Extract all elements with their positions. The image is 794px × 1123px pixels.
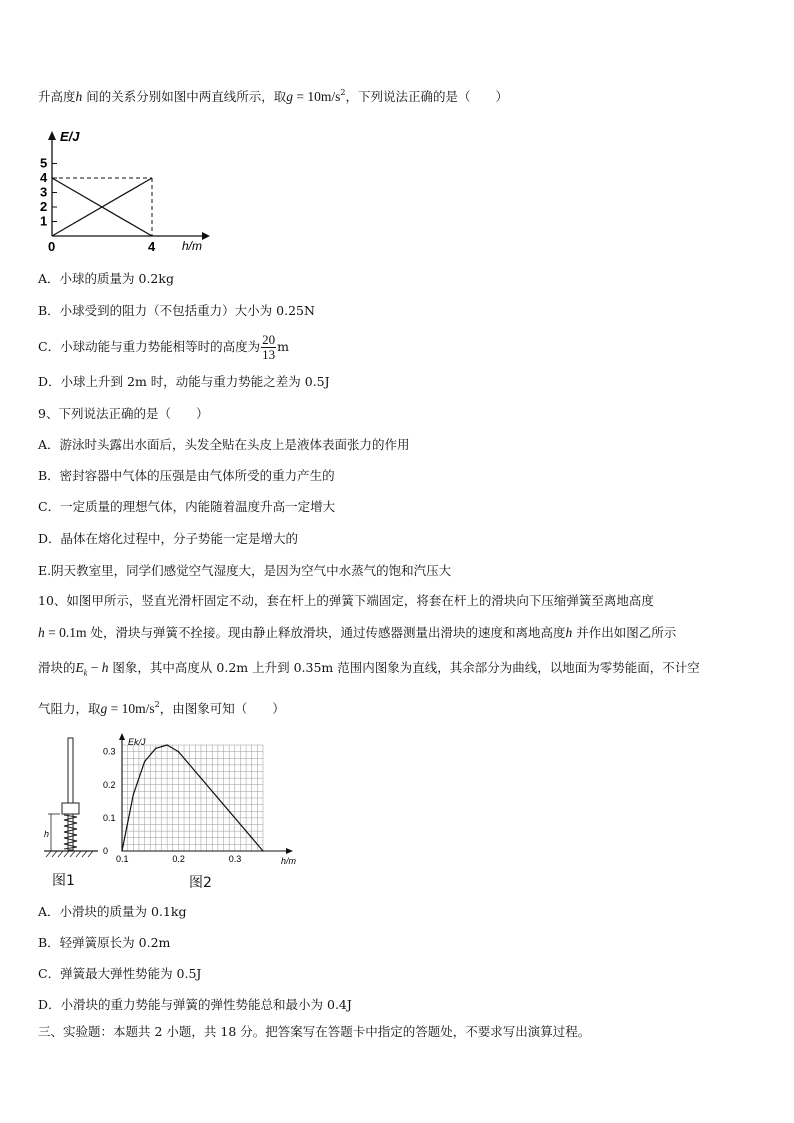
q10-ek-h-chart [98,733,308,868]
fig2-caption: 图2 [189,875,212,891]
y-tick-label: 0.3 [103,746,116,757]
q10-stem-line4: 气阻力，取$g = 10m/s^2$，由图象可知（ ） [38,700,285,716]
q8-option-c[interactable]: C．小球动能与重力势能相等时的高度为 $\frac{20}{13}$ m [38,332,289,362]
y-tick-label: 2 [40,199,48,214]
section-3-heading: 三、实验题：本题共 2 小题，共 18 分。把答案写在答题卡中指定的答题处，不要求写出演算过程。 [38,1024,591,1039]
slider-block [62,803,79,814]
q8-option-a[interactable]: A．小球的质量为 0.2kg [38,271,174,286]
q9-option-e[interactable]: E.阴天教室里，同学们感觉空气湿度大，是因为空气中水蒸气的饱和汽压大 [38,563,452,578]
y-tick-label: 0.2 [103,779,116,790]
y-tick-label: 4 [40,170,48,185]
q9-option-a[interactable]: A．游泳时头露出水面后，头发全贴在头皮上是液体表面张力的作用 [38,437,410,452]
q10-spring-apparatus-figure [38,735,100,863]
q8-option-d[interactable]: D．小球上升到 2m 时，动能与重力势能之差为 0.5J [38,374,330,389]
y-tick-label: 3 [40,184,48,200]
q8-energy-height-chart [34,126,224,256]
x-tick-label: 0.2 [172,854,185,864]
y-axis-arrow [119,733,125,740]
q8-stem: 升高度h 间的关系分别如图中两直线所示，取$g = 10m/s^2$，下列说法正确的是（ ） [38,88,508,104]
data-point [133,794,134,795]
data-point [144,761,145,762]
x-axis-label: h/m [281,856,297,866]
data-point [121,850,122,851]
q10-option-a[interactable]: A．小滑块的质量为 0.1kg [38,904,187,919]
data-point [155,748,156,749]
y-axis-label: Ek/J [128,737,146,747]
y-axis-label: E/J [60,129,80,144]
q9-option-c[interactable]: C．一定质量的理想气体，内能随着温度升高一定增大 [38,499,336,514]
q8-option-b[interactable]: B．小球受到的阻力（不包括重力）大小为 0.25N [38,303,315,318]
q10-option-d[interactable]: D．小滑块的重力势能与弹簧的弹性势能总和最小为 0.4J [38,997,352,1012]
x-tick-label: 0.1 [116,854,129,864]
y-axis-arrow [48,131,56,140]
grid [122,745,263,851]
y-tick-label: 1 [40,213,48,229]
q9-option-b[interactable]: B．密封容器中气体的压强是由气体所受的重力产生的 [38,468,335,483]
fraction: $\frac{20}{13}$ [262,332,276,362]
ground-hatch [46,851,93,857]
q10-stem-line1: 10、如图甲所示，竖直光滑杆固定不动，套在杆上的弹簧下端固定，将套在杆上的滑块向下压缩弹簧至离地高度 [38,593,654,608]
q10-stem-line2: h = 0.1m 处，滑块与弹簧不拴接。现由静止释放滑块，通过传感器测量出滑块的速度和离地高度h 并作出如图乙所示 [38,625,677,640]
x-tick-label: 4 [148,239,156,254]
data-point [262,850,263,851]
x-tick-label: 0.3 [228,854,242,864]
x-axis-arrow [286,848,293,854]
q10-stem-line3: 滑块的$E_k - h$ 图象，其中高度从 0.2m 上升到 0.35m 范围内图象为直线，其余部分为曲线，以地面为零势能面，不计空 [38,660,700,678]
x-axis-label: h/m [182,239,203,253]
q10-option-b[interactable]: B．轻弹簧原长为 0.2m [38,935,171,950]
fig1-caption: 图1 [52,873,75,889]
x-tick-label: 0 [48,239,56,254]
y-tick-label: 0.1 [103,812,116,823]
data-point [178,751,179,752]
q10-option-c[interactable]: C．弹簧最大弹性势能为 0.5J [38,966,202,981]
x-axis-arrow [202,232,210,240]
data-point [167,744,168,745]
y-tick-label: 5 [40,155,48,171]
height-label: h [44,829,50,839]
q9-option-d[interactable]: D．晶体在熔化过程中，分子势能一定是增大的 [38,531,299,546]
y-tick-label: 0 [103,846,109,856]
q9-stem: 9、下列说法正确的是（ ） [38,406,209,421]
